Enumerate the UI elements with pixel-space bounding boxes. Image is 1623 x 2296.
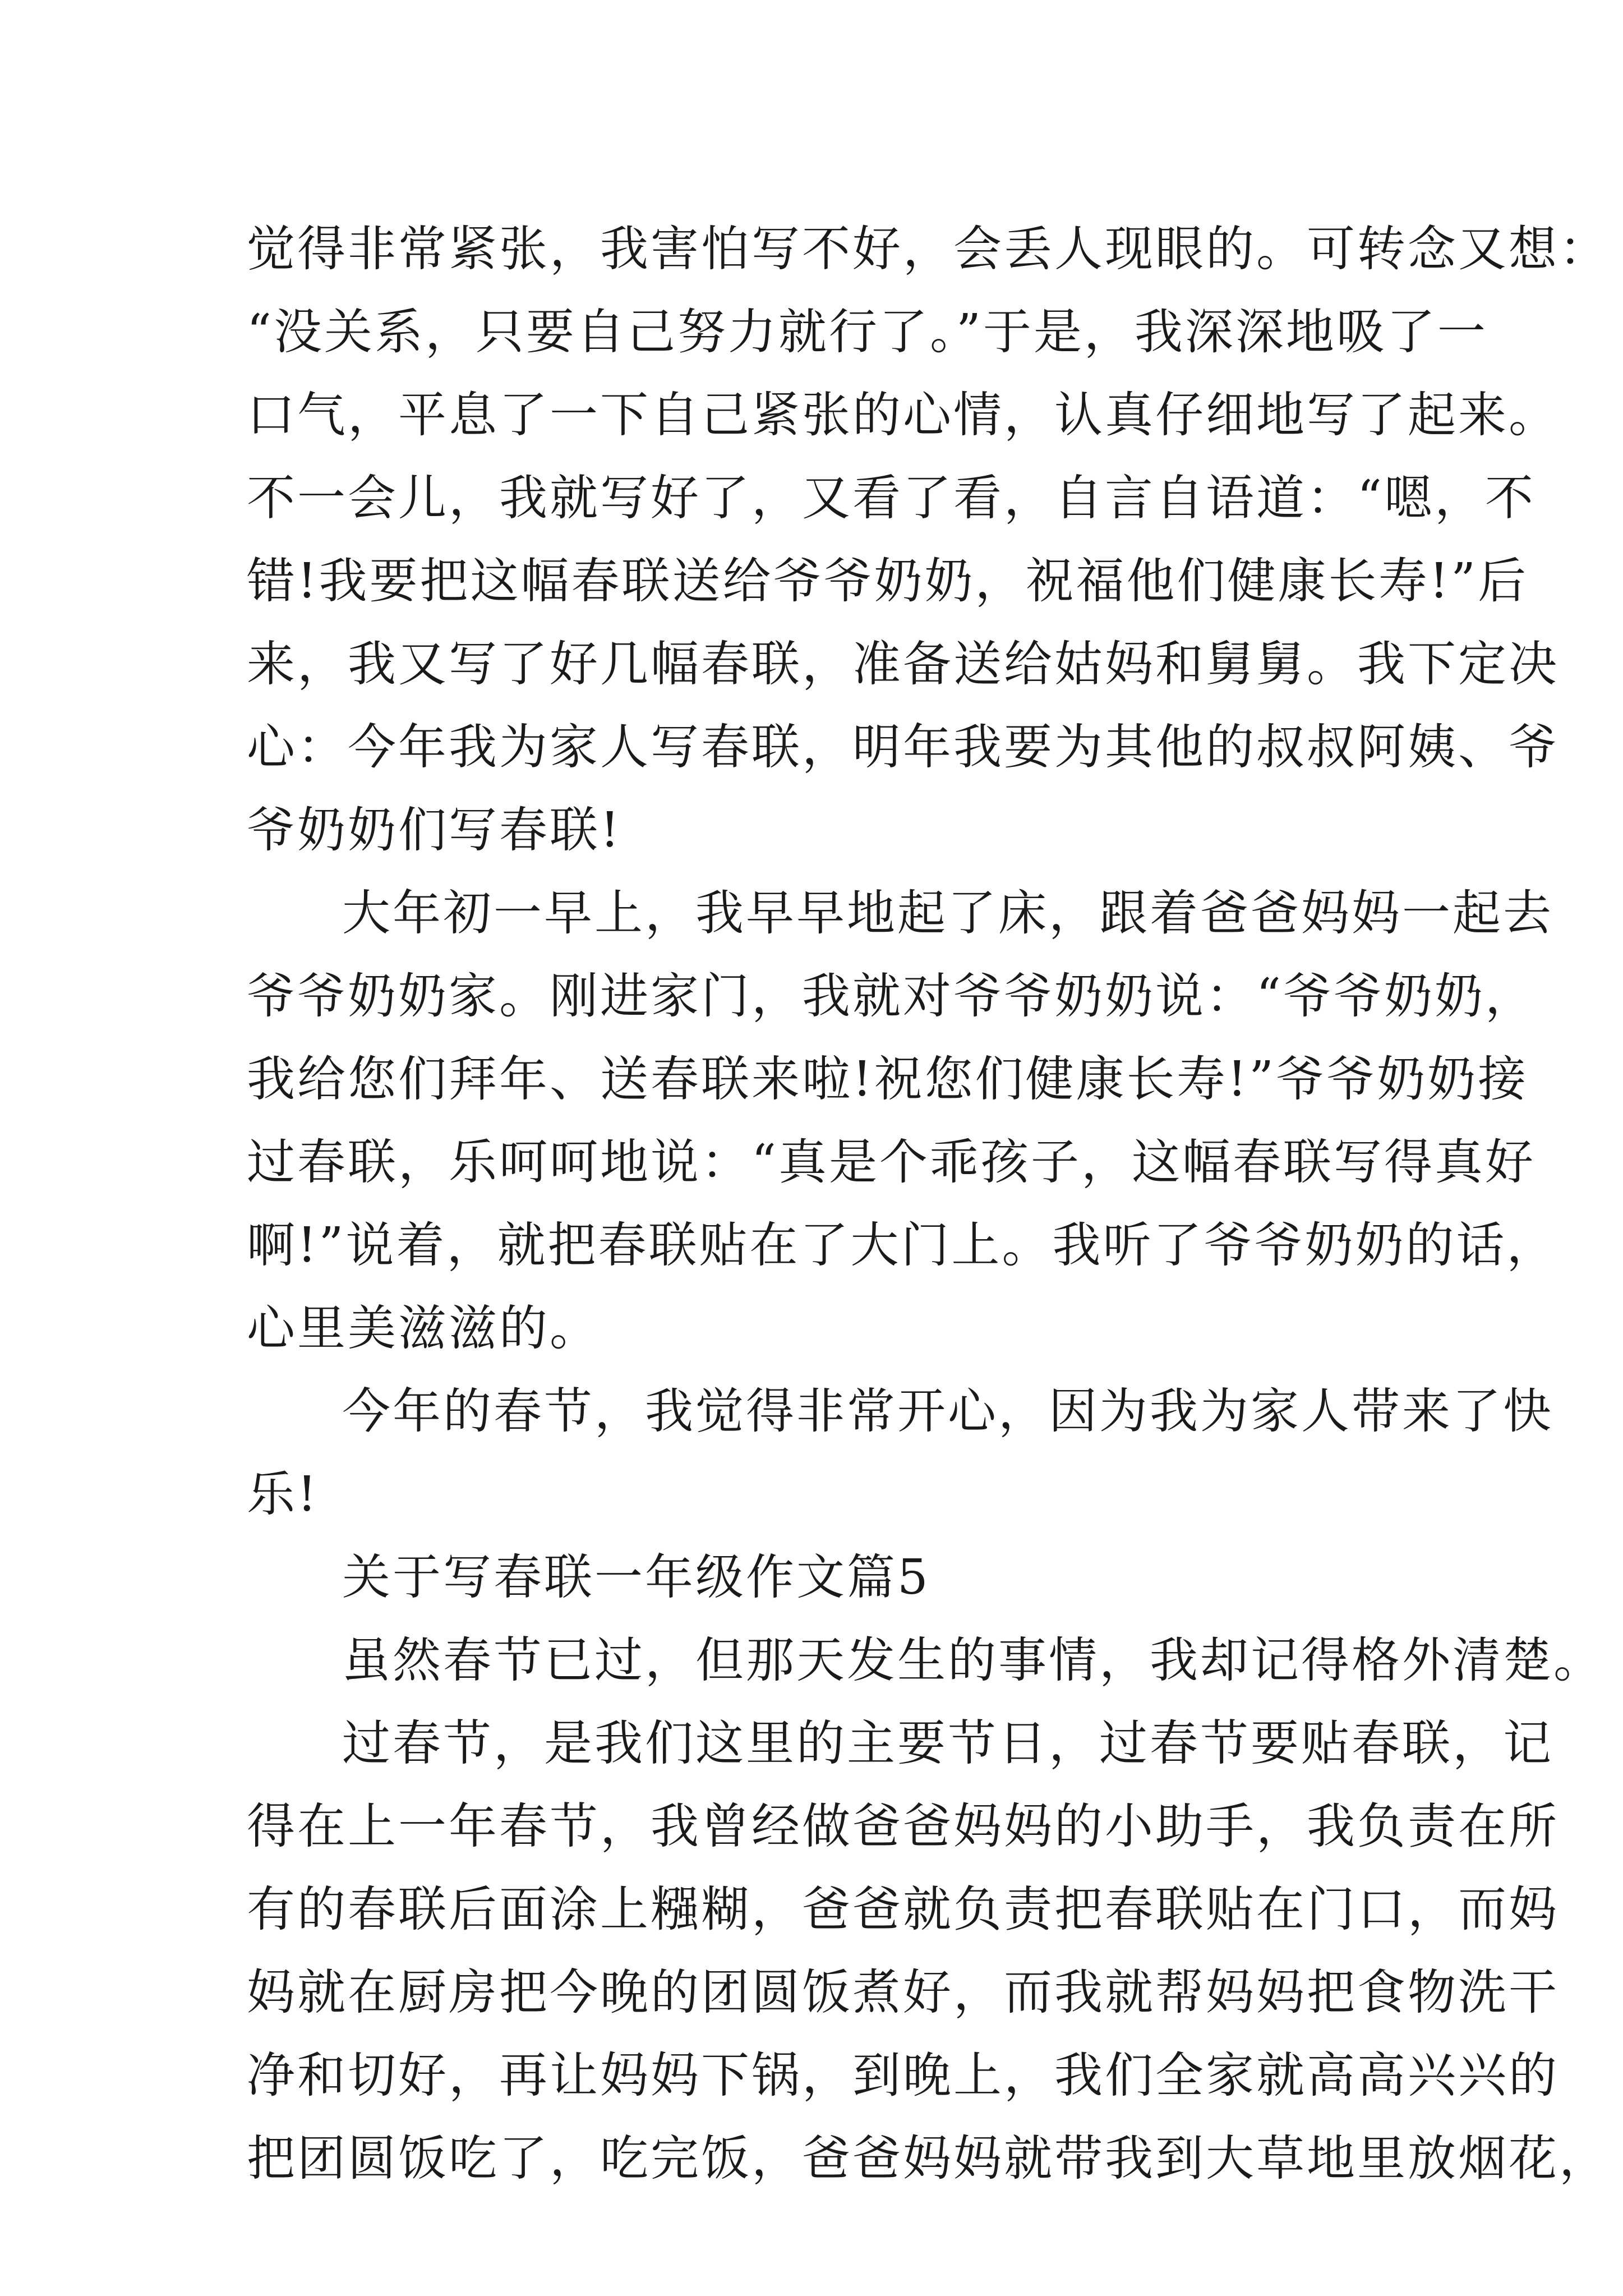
- text-line: 爷奶奶们写春联!: [247, 802, 622, 858]
- text-line: 有的春联后面涂上糨糊，爸爸就负责把春联贴在门口，而妈: [247, 1881, 1559, 1938]
- text-line: 妈就在厨房把今晚的团圆饭煮好，而我就帮妈妈把食物洗干: [247, 1964, 1559, 2021]
- text-line: 爷爷奶奶家。刚进家门，我就对爷爷奶奶说：“爷爷奶奶，: [247, 968, 1536, 1024]
- text-line: 我给您们拜年、送春联来啦!祝您们健康长寿!”爷爷奶奶接: [247, 1051, 1529, 1107]
- text-line: 把团圆饭吃了，吃完饭，爸爸妈妈就带我到大草地里放烟花，: [247, 2131, 1610, 2187]
- text-line: 错!我要把这幅春联送给爷爷奶奶，祝福他们健康长寿!”后: [247, 553, 1529, 609]
- text-line: 大年初一早上，我早早地起了床，跟着爸爸妈妈一起去: [342, 885, 1553, 941]
- text-line: 觉得非常紧张，我害怕写不好，会丢人现眼的。可转念又想：: [247, 221, 1610, 277]
- text-line: 今年的春节，我觉得非常开心，因为我为家人带来了快: [342, 1383, 1553, 1439]
- text-line: “没关系，只要自己努力就行了。”于是，我深深地吸了一: [247, 304, 1488, 360]
- text-line: 得在上一年春节，我曾经做爸爸妈妈的小助手，我负责在所: [247, 1798, 1559, 1855]
- text-line: 口气，平息了一下自己紧张的心情，认真仔细地写了起来。: [247, 387, 1559, 443]
- text-line: 虽然春节已过，但那天发生的事情，我却记得格外清楚。: [342, 1632, 1604, 1688]
- document-body: [247, 208, 1610, 2200]
- text-line: 过春联，乐呵呵地说：“真是个乖孩子，这幅春联写得真好: [247, 1134, 1536, 1190]
- text-line: 心里美滋滋的。: [247, 1300, 600, 1356]
- text-line: 心：今年我为家人写春联，明年我要为其他的叔叔阿姨、爷: [247, 719, 1559, 775]
- text-line: 不一会儿，我就写好了，又看了看，自言自语道：“嗯，不: [247, 470, 1536, 526]
- text-line: 啊!”说着，就把春联贴在了大门上。我听了爷爷奶奶的话，: [247, 1217, 1557, 1273]
- text-line: 净和切好，再让妈妈下锅，到晚上，我们全家就高高兴兴的: [247, 2047, 1559, 2104]
- text-line: 关于写春联一年级作文篇5: [342, 1549, 930, 1605]
- text-line: 乐!: [247, 1466, 319, 1522]
- text-line: 过春节，是我们这里的主要节日，过春节要贴春联，记: [342, 1715, 1553, 1772]
- text-line: 来，我又写了好几幅春联，准备送给姑妈和舅舅。我下定决: [247, 636, 1559, 692]
